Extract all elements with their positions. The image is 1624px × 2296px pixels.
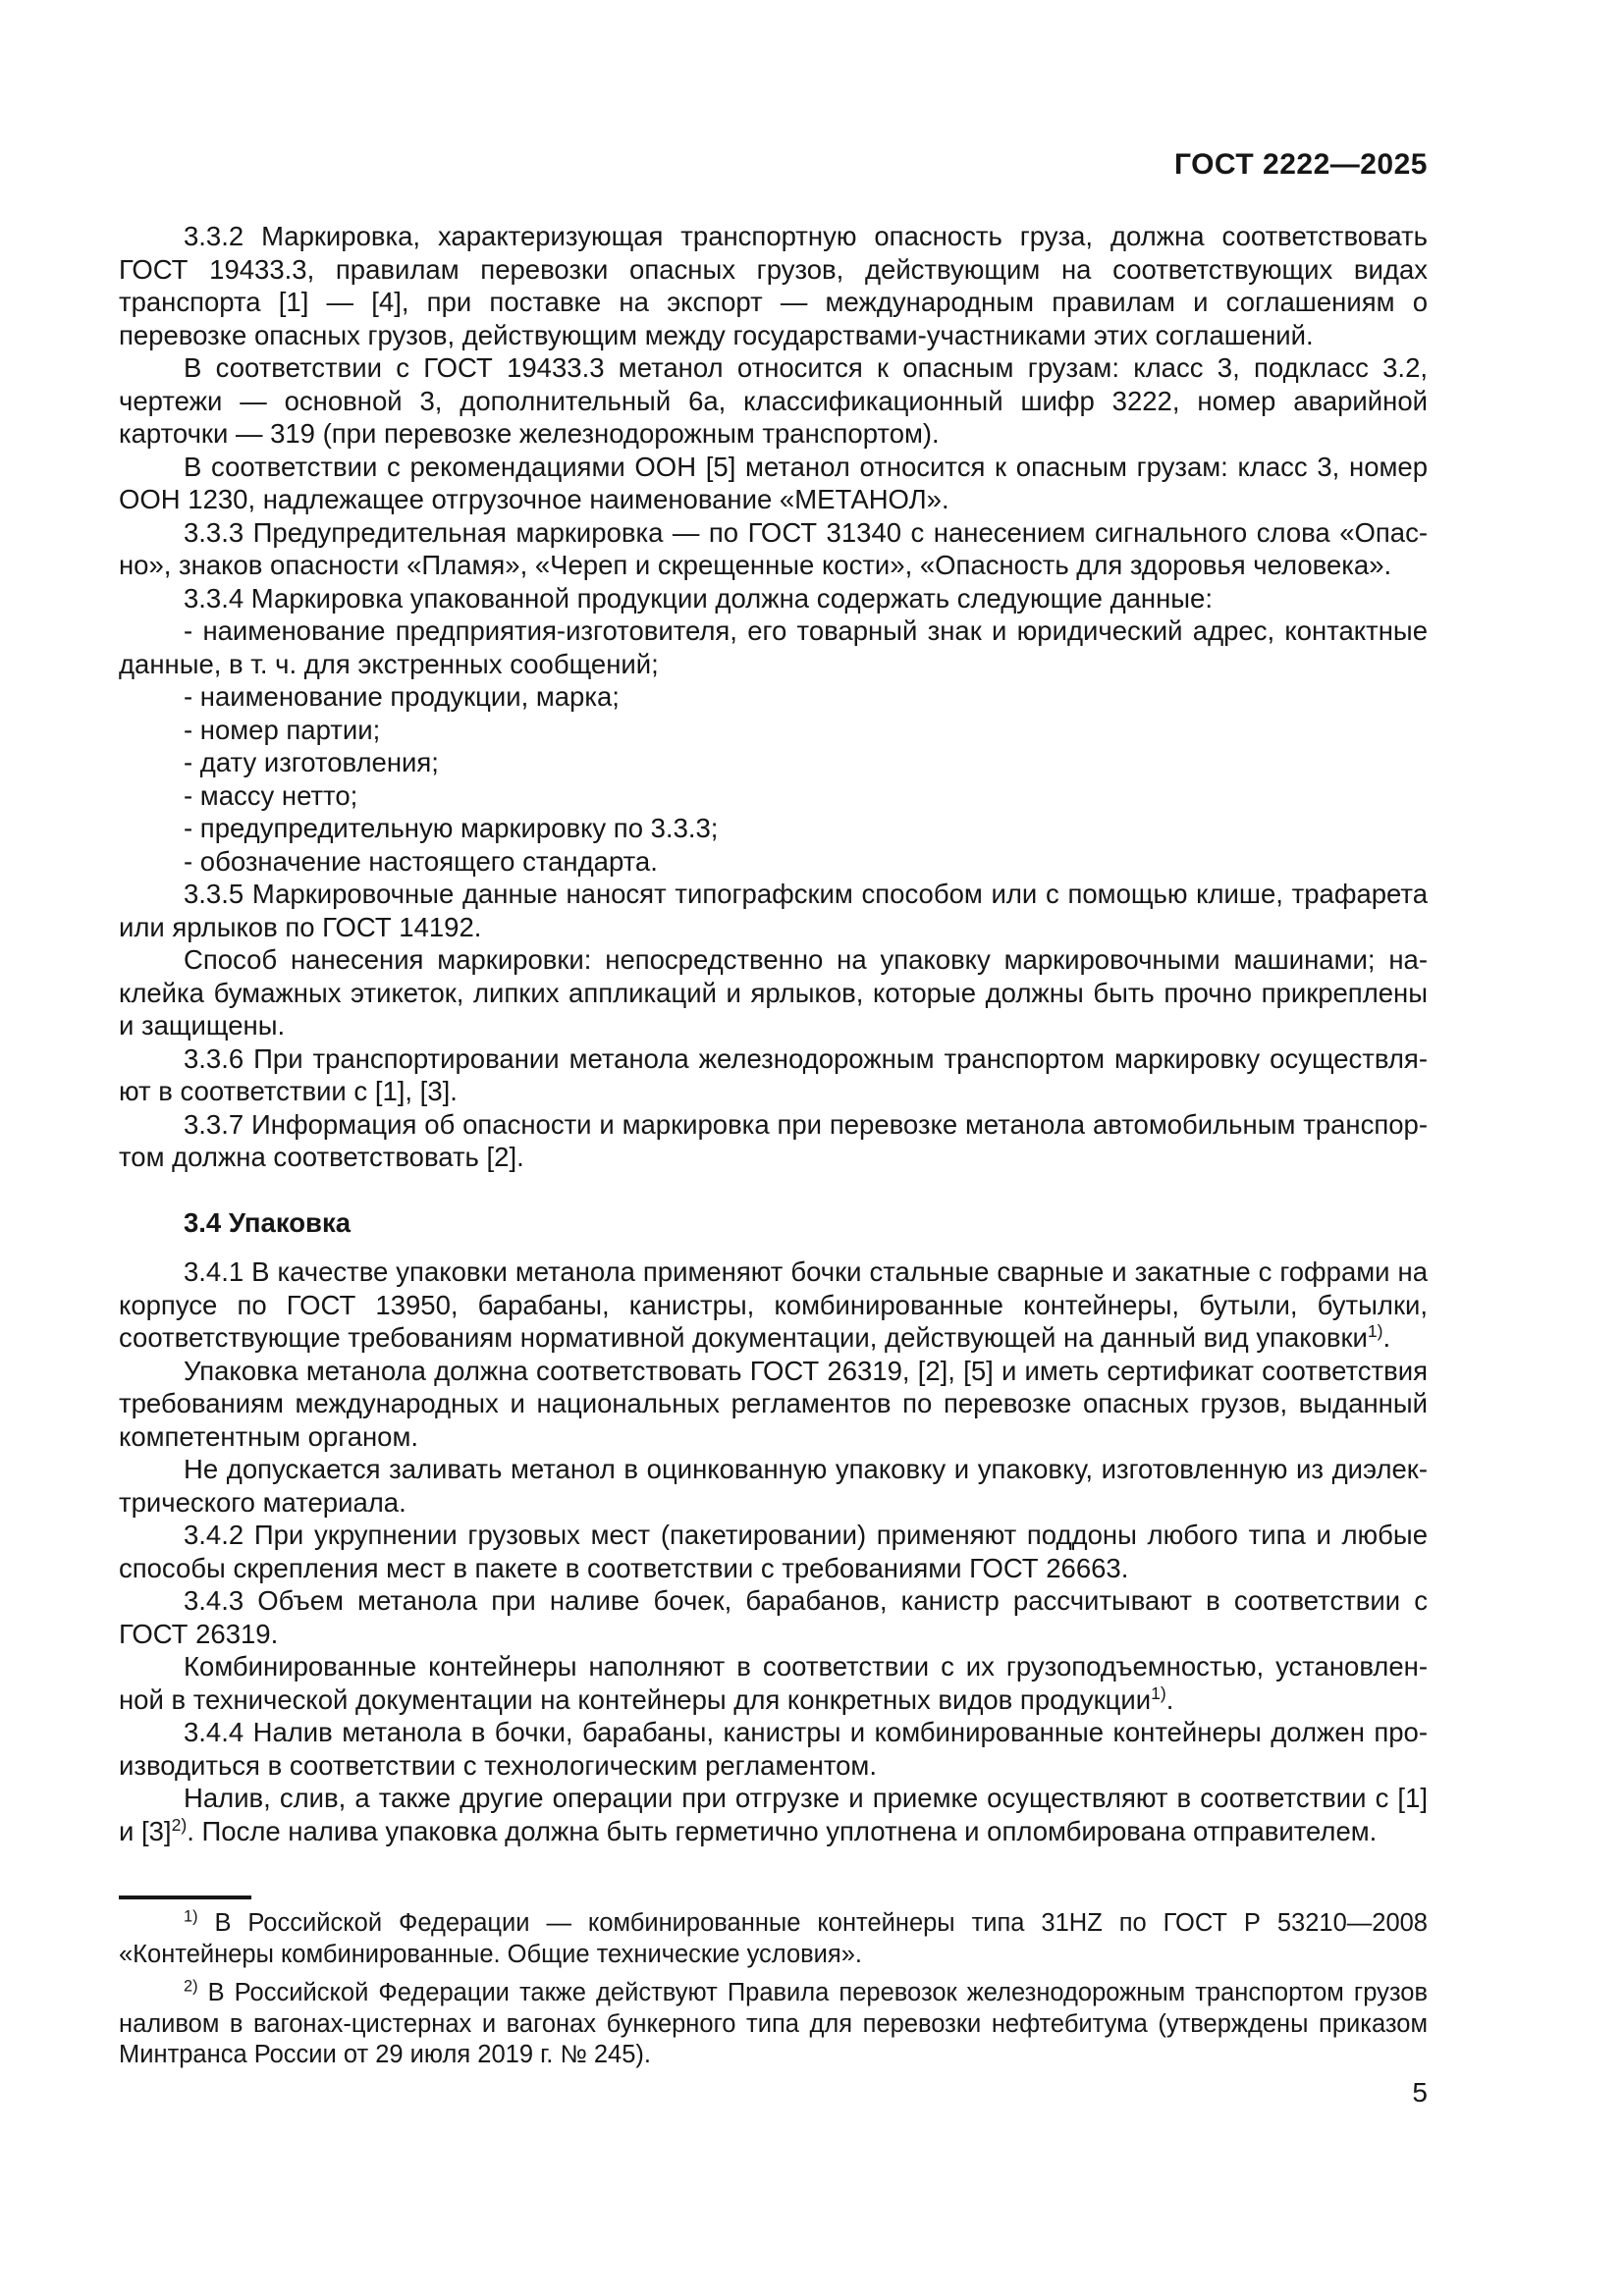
- paragraph: 3.3.4 Маркировка упакованной продукции должна содержать следующие данные:: [184, 582, 1213, 614]
- paragraph: - обозначение настоящего стандарта.: [184, 845, 658, 877]
- paragraph: - наименование продукции, марка;: [184, 681, 620, 712]
- document-blocks: [119, 220, 1428, 1847]
- paragraph: В соответствии с ГОСТ 19433.3 метанол относится к опасным грузам: класс 3, подкласс 3.2, чертежи — основной 3, дополнительный 6а, классификационный шифр 3222, номер аварийной карточки — 319 (при перевозке железнодорожным транспортом).: [119, 352, 1428, 449]
- paragraph: 3.3.2 Маркировка, характеризующая транспортную опасность груза, должна соответствовать ГОСТ 19433.3, правилам перевозки опасных грузов, действующим на соответствующих видах транспорта [1] — [4], при поставке на экспорт — международным правилам и соглашениям о перевозке опасных грузов, действующим между государствами-участниками этих соглашений.: [119, 221, 1428, 350]
- footnotes: [119, 1908, 1428, 2071]
- paragraph: 3.4.3 Объем метанола при наливе бочек, барабанов, канистр рассчитывают в соответствии с ГОСТ 26319.: [119, 1585, 1428, 1649]
- paragraph: 3.3.6 При транспортировании метанола железнодорожным транспортом маркировку осуществляют в соответствии с [1], [3].: [119, 1042, 1428, 1106]
- paragraph: Упаковка метанола должна соответствовать ГОСТ 26319, [2], [5] и иметь сертификат соответствия требованиям международных и национальных регламентов по перевозке опасных грузов, выданный компетентным органом.: [119, 1355, 1428, 1452]
- paragraph: Не допускается заливать метанол в оцинкованную упаковку и упаковку, изготовленную из диэлектрического материала.: [119, 1454, 1428, 1518]
- paragraph: Комбинированные контейнеры наполняют в соответствии с их грузоподъемностью, установленной в технической документации на контейнеры для конкретных видов продукции$^{1)}$.: [119, 1651, 1428, 1715]
- document-header-designation: ГОСТ 2222—2025: [1173, 148, 1428, 181]
- paragraph: 3.4.1 В качестве упаковки метанола применяют бочки стальные сварные и закатные с гофрами на корпусе по ГОСТ 13950, барабаны, канистры, комбинированные контейнеры, бутыли, бутылки, соответствующие требованиям нормативной документации, действующей на данный вид упаковки$^{1)}$.: [119, 1256, 1428, 1353]
- paragraph: - массу нетто;: [184, 779, 358, 811]
- footnote: $^{2)}$ В Российской Федерации также действуют Правила перевозок железнодорожным транспортом грузов наливом в вагонах-цистернах и вагонах бункерного типа для перевозки нефтебитума (утверждены приказом Минтранса России от 29 июля 2019 г. № 245).: [119, 1977, 1428, 2068]
- paragraph: Способ нанесения маркировки: непосредственно на упаковку маркировочными машинами; наклейка бумажных этикеток, липких аппликаций и ярлыков, которые должны быть прочно прикреплены и защищены.: [119, 944, 1428, 1041]
- paragraph: 3.3.3 Предупредительная маркировка — по ГОСТ 31340 с нанесением сигнального слова «Опасно», знаков опасности «Пламя», «Череп и скрещенные кости», «Опасность для здоровья человека».: [119, 516, 1428, 580]
- footnote-ref: 1): [1151, 1682, 1166, 1703]
- paragraph: 3.4.4 Налив метанола в бочки, барабаны, канистры и комбинированные контейнеры должен производиться в соответствии с технологическим регламентом.: [119, 1717, 1428, 1781]
- paragraph: В соответствии с рекомендациями ООН [5] метанол относится к опасным грузам: класс 3, номер ООН 1230, надлежащее отгрузочное наименование «МЕТАНОЛ».: [119, 451, 1428, 514]
- footnote: $^{1)}$ В Российской Федерации — комбинированные контейнеры типа 31HZ по ГОСТ Р 53210—2008 «Контейнеры комбинированные. Общие технические условия».: [119, 1907, 1428, 1968]
- section-heading: 3.4 Упаковка: [184, 1206, 351, 1238]
- footnote-ref: 1): [184, 1907, 198, 1926]
- paragraph: - номер партии;: [184, 714, 381, 745]
- paragraph: Налив, слив, а также другие операции при отгрузке и приемке осуществляют в соответствии с [1] и $[3]^{2)}$. После налива упаковка должна быть герметично уплотнена и опломбирована отправителем.: [119, 1783, 1428, 1846]
- footnote-ref: 2): [184, 1977, 198, 1996]
- paragraph: 3.4.2 При укрупнении грузовых мест (пакетировании) применяют поддоны любого типа и любые способы скрепления мест в пакете в соответствии с требованиями ГОСТ 26663.: [119, 1520, 1428, 1583]
- footnote-ref: 1): [1367, 1320, 1383, 1341]
- paragraph: 3.3.5 Маркировочные данные наносят типографским способом или с помощью клише, трафарета или ярлыков по ГОСТ 14192.: [119, 879, 1428, 942]
- paragraph: - наименование предприятия-изготовителя, его товарный знак и юридический адрес, контактные данные, в т. ч. для экстренных сообщений;: [119, 615, 1428, 679]
- footnote-ref: 2): [171, 1814, 188, 1835]
- footnote-divider: [119, 1896, 251, 1899]
- paragraph: - дату изготовления;: [184, 747, 439, 777]
- page-number: 5: [1412, 2077, 1428, 2108]
- paragraph: 3.3.7 Информация об опасности и маркировка при перевозке метанола автомобильным транспортом должна соответствовать [2].: [119, 1108, 1428, 1172]
- paragraph: - предупредительную маркировку по 3.3.3;: [184, 813, 719, 843]
